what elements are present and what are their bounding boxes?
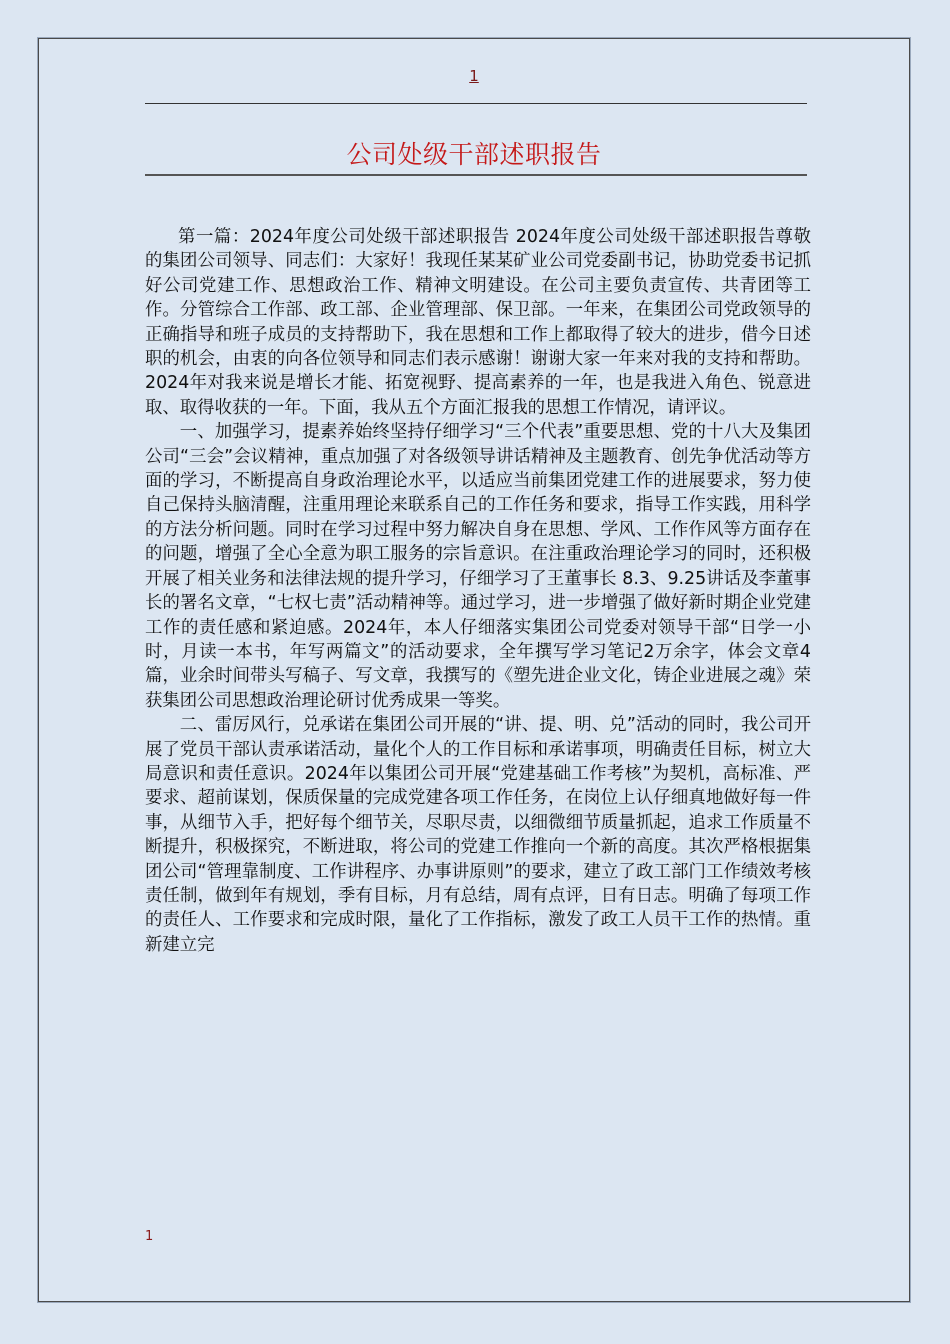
paragraph-1: 第一篇：2024年度公司处级干部述职报告 2024年度公司处级干部述职报告尊敬的集团公司领导、同志们：大家好！我现任某某矿业公司党委副书记，协助党委书记抓好公司党建工作、思想政治工作、精神文明建设。在公司主要负责宣传、共青团等工作。分管综合工作部、政工部、企业管理部、保卫部。一年来，在集团公司党政领导的正确指导和班子成员的支持帮助下，我在思想和工作上都取得了较大的进步，借今日述职的机会，由衷的向各位领导和同志们表示感谢！谢谢大家一年来对我的支持和帮助。2024年对我来说是增长才能、拓宽视野、提高素养的一年，也是我进入角色、锐意进取、取得收获的一年。下面，我从五个方面汇报我的思想工作情况，请评议。	[145, 227, 811, 418]
footer-page-number: 1	[145, 1229, 154, 1244]
title-divider	[145, 174, 807, 176]
paragraph-2: 一、加强学习，提素养始终坚持仔细学习“三个代表”重要思想、党的十八大及集团公司“三会”会议精神，重点加强了对各级领导讲话精神及主题教育、创先争优活动等方面的学习，不断提高自身政治理论水平，以适应当前集团党建工作的进展要求，努力使自己保持头脑清醒，注重用理论来联系自己的工作任务和要求，指导工作实践，用科学的方法分析问题。同时在学习过程中努力解决自身在思想、学风、工作作风等方面存在的问题，增强了全心全意为职工服务的宗旨意识。在注重政治理论学习的同时，还积极开展了相关业务和法律法规的提升学习，仔细学习了王董事长 8.3、9.25讲话及李董事长的署名文章，“七权七责”活动精神等。通过学习，进一步增强了做好新时期企业党建工作的责任感和紧迫感。2024年，本人仔细落实集团公司党委对领导干部“日学一小时，月读一本书，年写两篇文”的活动要求，全年撰写学习笔记2万余字，体会文章4篇，业余时间带头写稿子、写文章，我撰写的《塑先进企业文化，铸企业进展之魂》荣获集团公司思想政治理论研讨优秀成果一等奖。	[145, 422, 811, 711]
paragraph-3: 二、雷厉风行，兑承诺在集团公司开展的“讲、提、明、兑”活动的同时，我公司开展了党员干部认责承诺活动，量化个人的工作目标和承诺事项，明确责任目标，树立大局意识和责任意识。2024年以集团公司开展“党建基础工作考核”为契机，高标准、严要求、超前谋划，保质保量的完成党建各项工作任务，在岗位上认仔细真地做好每一件事，从细节入手，把好每个细节关，尽职尽责，以细微细节质量抓起，追求工作质量不断提升，积极探究，不断进取，将公司的党建工作推向一个新的高度。其次严格根据集团公司“管理靠制度、工作讲程序、办事讲原则”的要求，建立了政工部门工作绩效考核责任制，做到年有规划，季有目标，月有总结，周有点评，日有日志。明确了每项工作的责任人、工作要求和完成时限，量化了工作指标，激发了政工人员干工作的热情。重新建立完	[145, 715, 811, 955]
header-page-number: 1	[469, 67, 479, 85]
document-title: 公司处级干部述职报告	[346, 140, 602, 169]
document-body	[145, 225, 811, 957]
header-divider	[145, 103, 807, 104]
document-page	[38, 38, 910, 1302]
